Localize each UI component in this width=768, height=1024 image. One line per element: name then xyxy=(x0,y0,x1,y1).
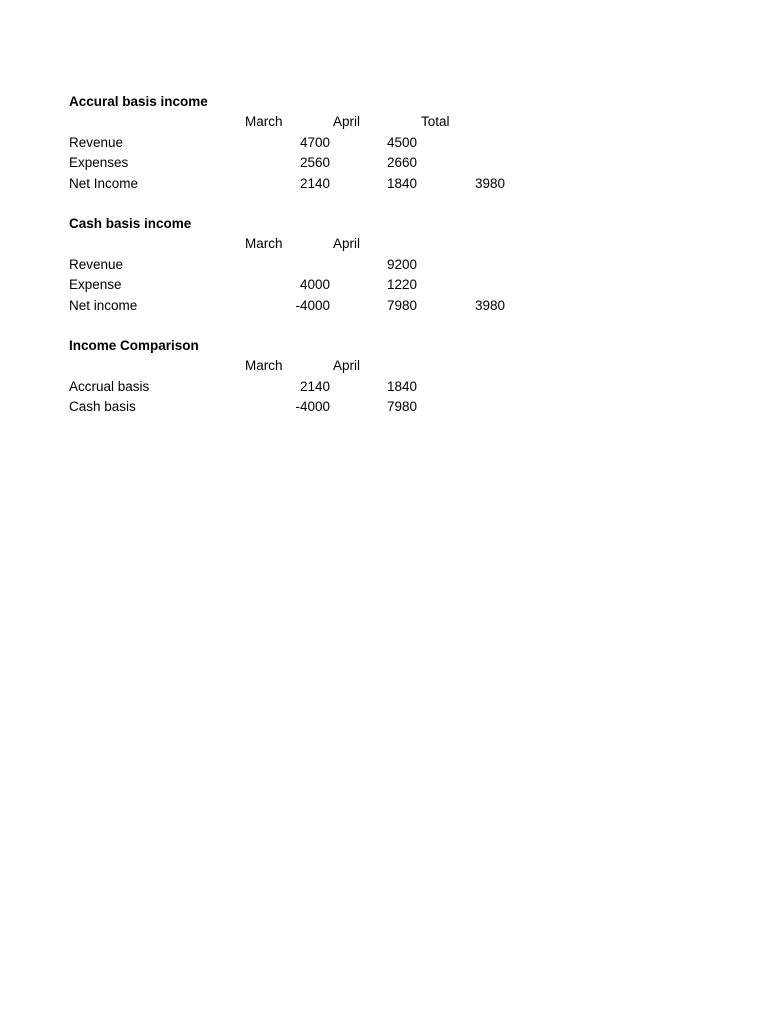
cell-march: 2560 xyxy=(299,155,330,171)
cell-april: 7980 xyxy=(387,297,418,313)
cell-april: 1220 xyxy=(387,277,418,293)
table-row xyxy=(0,296,768,316)
cell-april: 9200 xyxy=(387,256,418,272)
cell-total: 3980 xyxy=(475,175,506,191)
cell-march: -4000 xyxy=(295,297,330,313)
cell-april: 1840 xyxy=(387,378,418,394)
section-title: Accural basis income xyxy=(69,94,208,109)
column-header-april: April xyxy=(333,236,361,252)
section-title: Income Comparison xyxy=(69,338,199,353)
row-label: Cash basis xyxy=(69,399,136,415)
cell-april: 2660 xyxy=(387,155,418,171)
table-row xyxy=(0,133,768,153)
section-title: Cash basis income xyxy=(69,216,192,231)
table-row xyxy=(0,255,768,275)
column-header-march: March xyxy=(245,358,283,374)
accrual-income-section xyxy=(0,92,768,194)
section-title-row xyxy=(0,92,768,112)
column-header-march: March xyxy=(245,114,283,130)
cell-march: 2140 xyxy=(299,175,330,191)
table-row xyxy=(0,275,768,295)
section-title-row xyxy=(0,214,768,234)
cell-april: 1840 xyxy=(387,175,418,191)
row-label: Revenue xyxy=(69,134,124,150)
row-label: Net income xyxy=(69,297,138,313)
cell-march: 2140 xyxy=(299,378,330,394)
income-comparison-section xyxy=(0,336,768,418)
section-title-row xyxy=(0,336,768,356)
row-label: Revenue xyxy=(69,256,124,272)
header-row xyxy=(0,112,768,132)
table-row xyxy=(0,153,768,173)
table-row xyxy=(0,174,768,194)
table-row xyxy=(0,397,768,417)
column-header-april: April xyxy=(333,114,361,130)
cell-total: 3980 xyxy=(475,297,506,313)
table-row xyxy=(0,377,768,397)
cell-march: 4700 xyxy=(299,134,330,150)
header-row xyxy=(0,356,768,376)
cell-march: -4000 xyxy=(295,399,330,415)
column-header-april: April xyxy=(333,358,361,374)
column-header-total: Total xyxy=(421,114,450,130)
row-label: Expense xyxy=(69,277,122,293)
row-label: Accrual basis xyxy=(69,378,150,394)
row-label: Expenses xyxy=(69,155,129,171)
header-row xyxy=(0,234,768,254)
cell-april: 7980 xyxy=(387,399,418,415)
cash-income-section xyxy=(0,214,768,316)
column-header-march: March xyxy=(245,236,283,252)
cell-march: 4000 xyxy=(299,277,330,293)
row-label: Net Income xyxy=(69,175,139,191)
cell-april: 4500 xyxy=(387,134,418,150)
